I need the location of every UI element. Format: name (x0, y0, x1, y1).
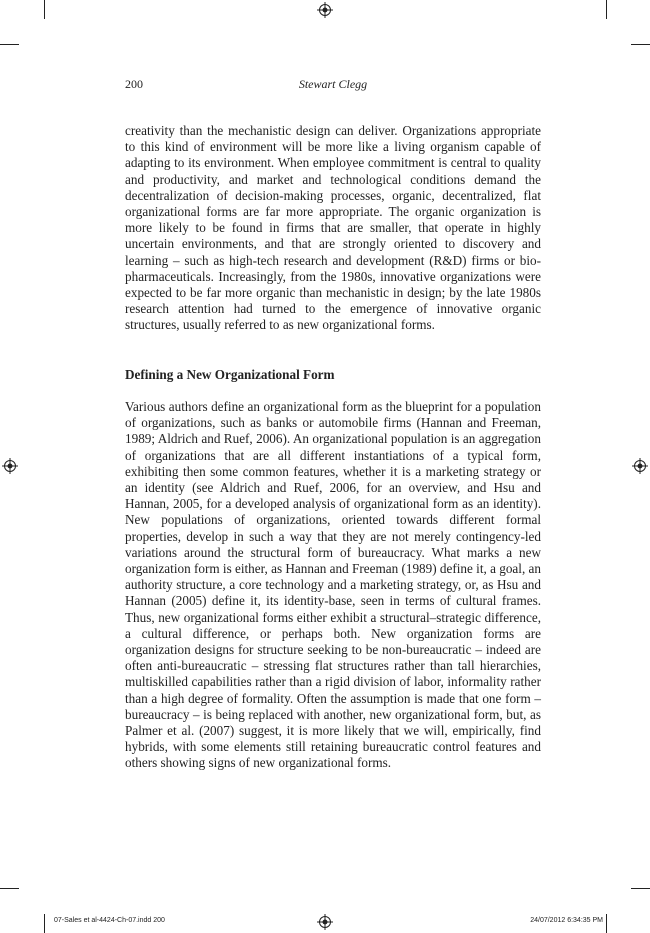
registration-mark-icon (2, 458, 18, 474)
registration-mark-icon (632, 458, 648, 474)
crop-mark-icon (44, 914, 45, 933)
section-heading: Defining a New Organizational Form (125, 367, 335, 382)
crop-mark-icon (631, 888, 650, 889)
crop-mark-icon (0, 44, 19, 45)
page-number: 200 (125, 77, 143, 91)
registration-mark-icon (317, 2, 333, 18)
crop-mark-icon (606, 0, 607, 19)
registration-mark-icon (317, 914, 333, 930)
page-header (125, 77, 541, 95)
crop-mark-icon (44, 0, 45, 19)
body-paragraph: Various authors define an organizational form as the blueprint for a population of organizations, such as banks or automobile firms (Hannan and Freeman, 1989; Aldrich and Ruef, 2006). An organizational population is an aggregation of organizations that are all different instantiations of a typical form, exhibiting then some common features, whether it is a marketing strategy or an identity (see Aldrich and Ruef, 2006, for an overview, and Hsu and Hannan, 2005, for a developed analysis of organizational form as an identity). New populations of organizations, oriented towards different formal properties, develop in such a way that they are not merely contingency-led variations around the structural form of bureaucracy. What marks a new organization form is either, as Hannan and Freeman (1989) define it, a goal, an authority structure, a core technology and a marketing strategy, or, as Hsu and Hannan (2005) define it, its identity-base, seen in terms of cultural frames. Thus, new organizational forms either exhibit a structural–strategic difference, a cultural difference, or perhaps both. New organization forms are organization designs for structure seeking to be non-bureaucratic – indeed are often anti-bureaucratic – stressing flat structures rather than tall hierarchies, multiskilled capabilities rather than a rigid division of labor, informality rather than a high degree of formality. Often the assumption is made that one form – bureaucracy – is being replaced with another, new organizational form, but, as Palmer et al. (2007) suggest, it is more likely that we will, empirically, find hybrids, with some elements still retaining bureaucratic control features and others showing signs of new organizational forms. (125, 399, 541, 771)
crop-mark-icon (606, 914, 607, 933)
running-head-author: Stewart Clegg (298, 77, 368, 91)
body-paragraph: creativity than the mechanistic design can deliver. Organizations appropriate to this kind of environment will be more like a living organism capable of adapting to its environment. When employee commitment is central to quality and productivity, and market and technological conditions demand the decentralization of decision-making processes, organic, decentralized, flat organizational forms are far more appropriate. The organic organization is more likely to be found in firms that are smaller, that operate in highly uncertain environments, and that are strongly oriented to discovery and learning – such as high-tech research and development (R&D) firms or bio-pharmaceuticals. Increasingly, from the 1980s, innovative organizations were expected to be far more organic than mechanistic in design; by the late 1980s research attention had turned to the emergence of innovative organic structures, usually referred to as new organizational forms. (125, 123, 541, 333)
slug-file-info: 07-Sales et al-4424-Ch-07.indd 200 (54, 917, 165, 924)
crop-mark-icon (0, 888, 19, 889)
crop-mark-icon (631, 44, 650, 45)
slug-timestamp: 24/07/2012 6:34:35 PM (530, 917, 603, 924)
